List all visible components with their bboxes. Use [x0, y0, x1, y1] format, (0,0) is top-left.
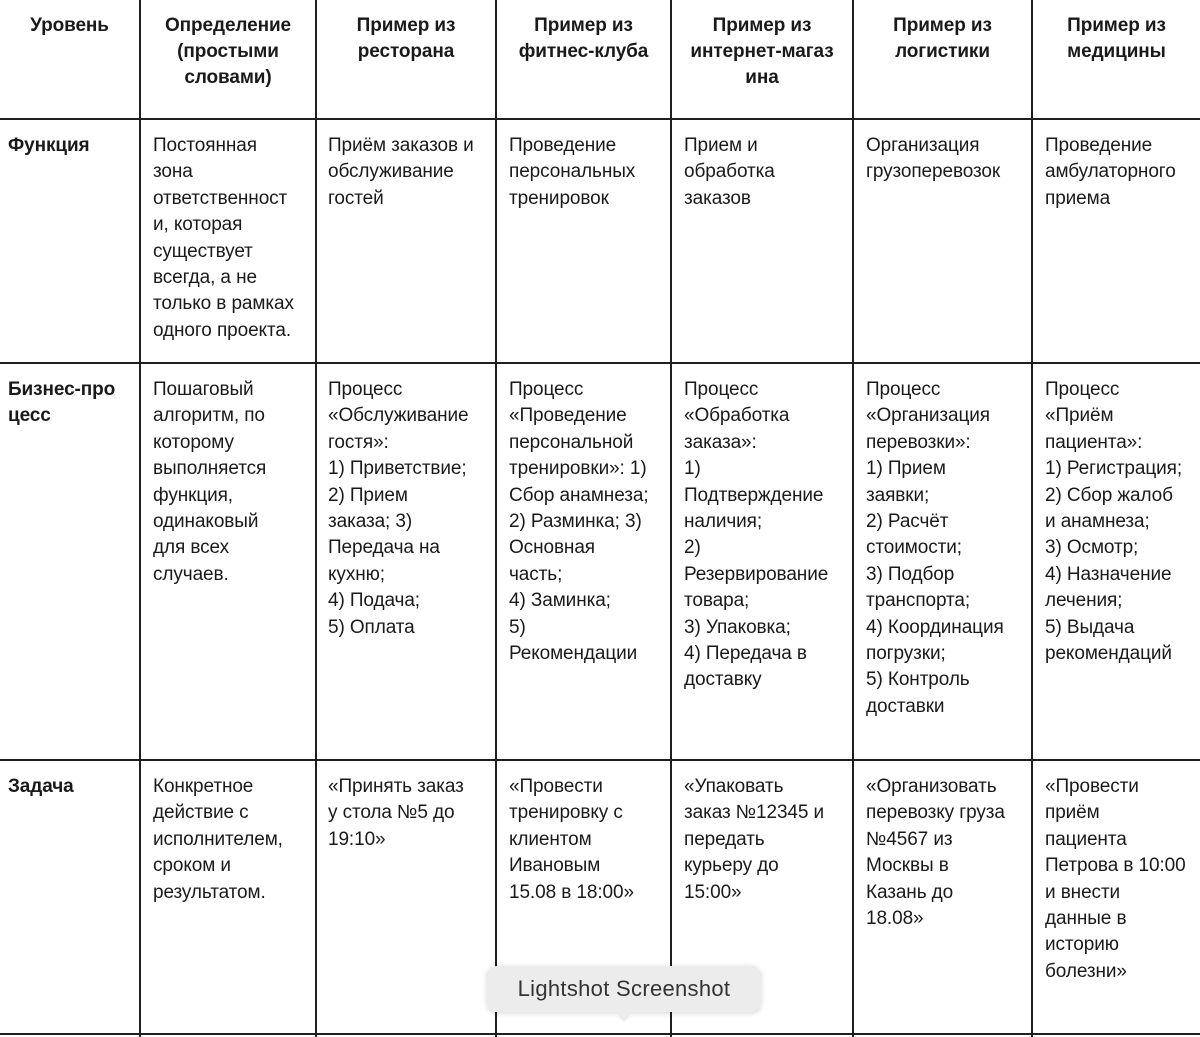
- column-divider: [670, 0, 672, 1037]
- column-divider: [315, 0, 317, 1037]
- column-divider: [1031, 0, 1033, 1037]
- row-divider: [0, 118, 1200, 120]
- header-level: Уровень: [30, 15, 109, 36]
- row-task-definition: Конкретное действие с исполнителем, сроком и результатом.: [153, 776, 283, 903]
- row-function-level: Функция: [8, 135, 90, 156]
- row-function-logistics: Организация грузоперевозок: [866, 135, 1001, 183]
- row-divider: [0, 1033, 1200, 1035]
- row-function-definition: Постоянная зона ответственност и, которая существует всегда, а не только в рамках одного проекта.: [153, 135, 294, 341]
- header-fitness: Пример из фитнес-клуба: [518, 15, 649, 62]
- tooltip-label: Lightshot Screenshot: [517, 976, 731, 1001]
- row-function-ecommerce: Прием и обработка заказов: [684, 135, 775, 209]
- header-medicine: Пример из медицины: [1067, 15, 1166, 62]
- header-logistics: Пример из логистики: [893, 15, 992, 62]
- header-ecommerce: Пример из интернет-магаз ина: [690, 15, 834, 88]
- row-process-fitness: Процесс «Проведение персональной тренировки»: 1) Сбор анамнеза; 2) Разминка; 3) Основная часть; 4) Заминка; 5) Рекомендации: [509, 379, 649, 665]
- row-task-fitness: «Провести тренировку с клиентом Ивановым 15.08 в 18:00»: [509, 776, 634, 903]
- column-divider: [852, 0, 854, 1037]
- row-process-level: Бизнес-про цесс: [8, 379, 116, 427]
- row-function-medicine: Проведение амбулаторного приема: [1045, 135, 1176, 209]
- row-process-medicine: Процесс «Приём пациента»: 1) Регистрация; 2) Сбор жалоб и анамнеза; 3) Осмотр; 4) Назначение лечения; 5) Выдача рекомендаций: [1045, 379, 1183, 665]
- row-process-logistics: Процесс «Организация перевозки»: 1) Прием заявки; 2) Расчёт стоимости; 3) Подбор транспорта; 4) Координация погрузки; 5) Контроль доставки: [866, 379, 1004, 717]
- row-divider: [0, 362, 1200, 364]
- row-function-restaurant: Приём заказов и обслуживание гостей: [328, 135, 474, 209]
- row-task-medicine: «Провести приём пациента Петрова в 10:00 и внести данные в историю болезни»: [1045, 776, 1186, 982]
- row-process-ecommerce: Процесс «Обработка заказа»: 1) Подтверждение наличия; 2) Резервирование товара; 3) Упаковка; 4) Передача в доставку: [684, 379, 829, 691]
- row-task-ecommerce: «Упаковать заказ №12345 и передать курьеру до 15:00»: [684, 776, 825, 903]
- header-restaurant: Пример из ресторана: [356, 15, 456, 62]
- row-task-logistics: «Организовать перевозку груза №4567 из Москвы в Казань до 18.08»: [866, 776, 1005, 930]
- lightshot-tooltip: [487, 966, 761, 1012]
- row-function-fitness: Проведение персональных тренировок: [509, 135, 636, 209]
- row-task-level: Задача: [8, 776, 74, 797]
- row-process-restaurant: Процесс «Обслуживание гостя»: 1) Приветствие; 2) Прием заказа; 3) Передача на кухню; 4) Подача; 5) Оплата: [328, 379, 469, 638]
- tooltip-arrow-icon: [613, 1010, 635, 1022]
- column-divider: [139, 0, 141, 1037]
- header-definition: Определение (простыми словами): [164, 15, 292, 88]
- row-process-definition: Пошаговый алгоритм, по которому выполняется функция, одинаковый для всех случаев.: [153, 379, 267, 585]
- row-task-restaurant: «Принять заказ у стола №5 до 19:10»: [328, 776, 464, 850]
- row-divider: [0, 759, 1200, 761]
- column-divider: [495, 0, 497, 1037]
